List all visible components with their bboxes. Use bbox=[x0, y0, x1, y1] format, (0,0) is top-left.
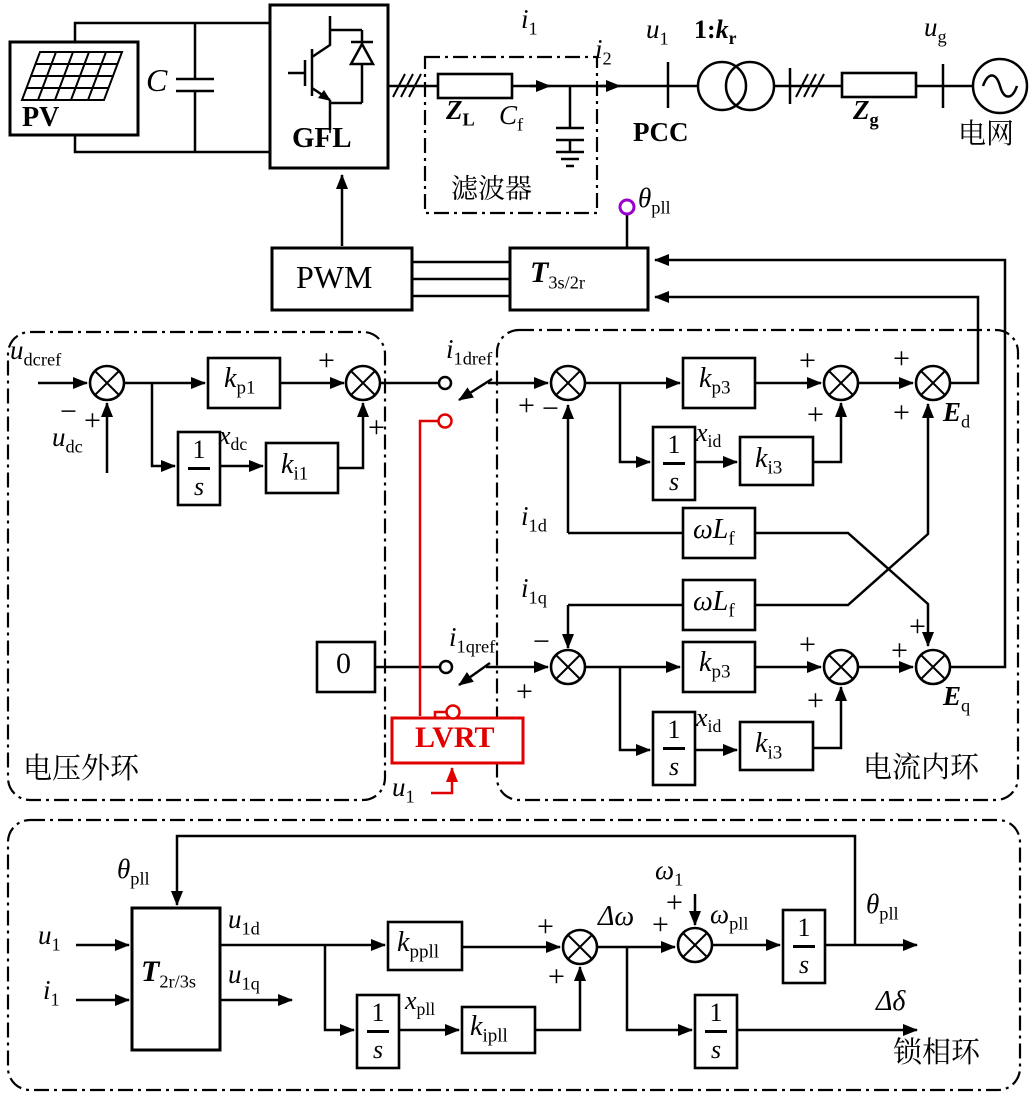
ki3q-box bbox=[740, 722, 813, 770]
zl-label: $Z_L$ bbox=[446, 95, 475, 130]
integrator-q-box bbox=[653, 712, 695, 785]
i1d-label: $i_{1d}$ bbox=[521, 501, 547, 536]
omegasum-plus-left-sign: + bbox=[652, 908, 669, 941]
i1q-label: $i_{1q}$ bbox=[521, 573, 547, 608]
pll-loop-label: 锁相环 bbox=[893, 1037, 981, 1069]
integrator-d-box bbox=[653, 427, 695, 500]
transformer-coil-2 bbox=[726, 62, 774, 110]
delta-delta-label: Δδ bbox=[876, 986, 906, 1017]
ki3d-box bbox=[740, 437, 813, 485]
transformer-ratio-label: $1:k_r$ bbox=[694, 15, 737, 49]
branch-to-integrator-d bbox=[620, 383, 650, 462]
t3s2r-box bbox=[510, 248, 648, 310]
cf-capacitor-ground-symbol bbox=[556, 86, 584, 166]
sum-eq bbox=[916, 650, 950, 684]
wires bbox=[38, 23, 1005, 1030]
integrator-delta-box bbox=[695, 995, 737, 1068]
pwm-label: PWM bbox=[296, 259, 373, 295]
kp3d-label: $k_{p3}$ bbox=[699, 363, 731, 399]
sum-iq-error bbox=[551, 650, 585, 684]
eq-label: $E_q$ bbox=[943, 681, 971, 716]
kipll-box bbox=[462, 1007, 535, 1053]
zg-impedance-box bbox=[842, 73, 916, 97]
t2r3s-label: $T_{2r/3s}$ bbox=[141, 955, 197, 992]
d-switch-contact-lvrt bbox=[439, 415, 452, 428]
branch-to-integrator-pll bbox=[325, 945, 354, 1030]
q-switch-arm bbox=[459, 663, 490, 685]
sum-udc-plus-sign: + bbox=[84, 404, 101, 437]
sum-voltage-pi bbox=[346, 366, 380, 400]
dsum2-plus-top-sign: + bbox=[799, 344, 816, 377]
integrator-theta-fraction: 1 s bbox=[783, 910, 825, 983]
dsum-plus-sign: + bbox=[518, 389, 535, 422]
omegasum-plus-top-sign: + bbox=[666, 886, 683, 919]
kppll-label: $k_{ppll}$ bbox=[397, 927, 440, 963]
kp3q-label: $k_{p3}$ bbox=[699, 647, 731, 683]
i1dref-label: $i_{1dref}$ bbox=[446, 334, 493, 369]
u1-to-lvrt-red-wire bbox=[431, 768, 452, 793]
ki1-label: $k_{i1}$ bbox=[281, 449, 309, 485]
u1-label-pcc: $u_1$ bbox=[646, 14, 669, 49]
lvrt-to-dref-red-wire bbox=[420, 421, 438, 716]
current-inner-loop-label: 电流内环 bbox=[863, 752, 980, 784]
gfl-label: GFL bbox=[292, 122, 352, 154]
integrator-theta-box bbox=[783, 910, 825, 983]
kppll-box bbox=[388, 922, 462, 970]
dc-capacitor-label: C bbox=[146, 62, 168, 98]
dc-capacitor-symbol bbox=[176, 23, 214, 152]
grid-label: 电网 bbox=[958, 119, 1015, 150]
u1-lvrt-label: $u_1$ bbox=[392, 772, 415, 807]
sum2-plus-bottom-sign: + bbox=[368, 411, 385, 444]
sum-ed bbox=[916, 366, 950, 400]
sum2-plus-top-sign: + bbox=[318, 344, 335, 377]
integrator-delta-fraction: 1 s bbox=[695, 995, 737, 1068]
integrator-q-fraction: 1 s bbox=[653, 712, 695, 785]
zl-impedance-box bbox=[438, 74, 512, 98]
ki1-to-sum2-wire bbox=[338, 403, 363, 468]
i1-label-top: $i_1$ bbox=[521, 4, 538, 39]
d-switch-arm bbox=[459, 379, 492, 400]
zero-box bbox=[317, 642, 375, 692]
lvrt-label: LVRT bbox=[415, 721, 495, 754]
kp1-box bbox=[208, 358, 280, 408]
pllsum-plus-top-sign: + bbox=[537, 910, 554, 943]
qsum-minus-sign: − bbox=[533, 625, 550, 658]
kp1-label: $k_{p1}$ bbox=[224, 363, 256, 399]
zg-label: $Z_g$ bbox=[853, 95, 879, 130]
eqsum-plus-top-sign: + bbox=[909, 610, 926, 643]
theta-pll-output-label: $\theta_{pll}$ bbox=[866, 889, 899, 924]
pwm-t3s2r-wires bbox=[412, 262, 510, 296]
udc-label: $u_{dc}$ bbox=[52, 422, 83, 457]
pwm-box bbox=[272, 248, 412, 310]
edsum-plus-bottom-sign: + bbox=[893, 396, 910, 429]
ug-label: $u_g$ bbox=[924, 12, 947, 47]
wlf-d-box bbox=[683, 508, 755, 558]
dsum-minus-sign: − bbox=[542, 392, 559, 425]
sine-wave-icon bbox=[983, 76, 1017, 97]
branch-to-integrator-q bbox=[620, 667, 650, 750]
wlf-q-box bbox=[683, 580, 755, 630]
xid-d-label: $x_{id}$ bbox=[696, 418, 722, 452]
sum-d-pi bbox=[824, 366, 858, 400]
u1-pll-label: $u_1$ bbox=[38, 920, 61, 955]
branch-to-integrator-dc bbox=[152, 383, 175, 466]
udcref-label: $u_{dcref}$ bbox=[10, 335, 62, 370]
i2-label: $i_2$ bbox=[595, 34, 612, 69]
xpll-label: $x_{pll}$ bbox=[405, 986, 436, 1020]
dsum2-plus-bottom-sign: + bbox=[807, 398, 824, 431]
cf-label: $C_f$ bbox=[499, 100, 524, 135]
i1qref-label: $i_{1qref}$ bbox=[449, 622, 496, 657]
ed-label: $E_d$ bbox=[943, 397, 971, 432]
ki3q-label: $k_{i3}$ bbox=[755, 728, 783, 764]
ki3q-to-sum-wire bbox=[813, 687, 841, 748]
t2r3s-box bbox=[132, 908, 220, 1050]
q-switch-contact-lvrt bbox=[447, 706, 460, 719]
transformer-coil-1 bbox=[698, 62, 746, 110]
xdc-label: $x_{dc}$ bbox=[219, 421, 248, 455]
sum-q-pi bbox=[824, 650, 858, 684]
dw-branch-to-integrator bbox=[627, 947, 692, 1030]
wlf-d-label: $\omega L_f$ bbox=[693, 514, 735, 550]
theta-pll-label-top: $\theta_{pll}$ bbox=[638, 183, 671, 218]
eqsum-plus-left-sign: + bbox=[891, 634, 908, 667]
lvrt-box bbox=[392, 718, 523, 763]
sum-omega bbox=[678, 928, 712, 962]
pcc-label: PCC bbox=[633, 117, 689, 147]
xid-q-label: $x_{id}$ bbox=[696, 703, 722, 737]
ki3d-to-sum-wire bbox=[813, 403, 841, 462]
wlfd-cross-to-eq-wire bbox=[753, 533, 928, 646]
filter-label: 滤波器 bbox=[451, 174, 532, 204]
u1d-label: $u_{1d}$ bbox=[228, 904, 260, 939]
pv-label: PV bbox=[22, 102, 60, 133]
t3s2r-label: $T_{3s/2r}$ bbox=[530, 256, 586, 293]
sum-pll-pi bbox=[563, 930, 597, 964]
kipll-to-sum-wire bbox=[535, 967, 580, 1030]
wlf-q-label: $\omega L_f$ bbox=[693, 586, 735, 622]
sum-udc-minus-sign: − bbox=[60, 395, 77, 428]
edsum-plus-top-sign: + bbox=[893, 342, 910, 375]
ki1-box bbox=[266, 443, 338, 493]
ki3d-label: $k_{i3}$ bbox=[755, 443, 783, 479]
voltage-outer-loop-box bbox=[8, 332, 385, 800]
integrator-d-fraction: 1 s bbox=[653, 427, 695, 500]
sum-udc bbox=[90, 366, 124, 400]
theta-pll-label-feedback: $\theta_{pll}$ bbox=[117, 854, 150, 889]
qsum2-plus-bottom-sign: + bbox=[807, 684, 824, 717]
u1q-label: $u_{1q}$ bbox=[228, 959, 260, 994]
integrator-pll-box bbox=[357, 995, 399, 1068]
sum-id-error bbox=[551, 366, 585, 400]
integrator-pll-fraction: 1 s bbox=[357, 995, 399, 1068]
dc-bus-bottom-wire bbox=[75, 134, 270, 152]
theta-feedback-wire bbox=[177, 836, 855, 945]
voltage-outer-loop-label: 电压外环 bbox=[23, 753, 140, 785]
kipll-label: $k_{ipll}$ bbox=[470, 1011, 508, 1047]
i1-pll-label: $i_1$ bbox=[43, 975, 60, 1010]
pllsum-plus-bottom-sign: + bbox=[548, 960, 565, 993]
dc-bus-top-wire bbox=[75, 23, 270, 43]
d-switch-contact-normal bbox=[439, 377, 451, 389]
kp3d-box bbox=[683, 358, 755, 408]
qsum-plus-sign: + bbox=[516, 675, 533, 708]
theta-pll-terminal bbox=[620, 200, 634, 214]
qsum2-plus-top-sign: + bbox=[799, 628, 816, 661]
zero-label: 0 bbox=[336, 647, 351, 680]
delta-omega-label: Δω bbox=[598, 901, 635, 932]
integrator-dc-box bbox=[178, 432, 220, 505]
kp3q-box bbox=[683, 642, 755, 692]
omega1-label: $\omega_1$ bbox=[655, 855, 684, 890]
integrator-dc-fraction: 1 s bbox=[178, 432, 220, 505]
omega-pll-label: $\omega_{pll}$ bbox=[710, 899, 749, 934]
q-switch-contact-normal bbox=[440, 661, 452, 673]
